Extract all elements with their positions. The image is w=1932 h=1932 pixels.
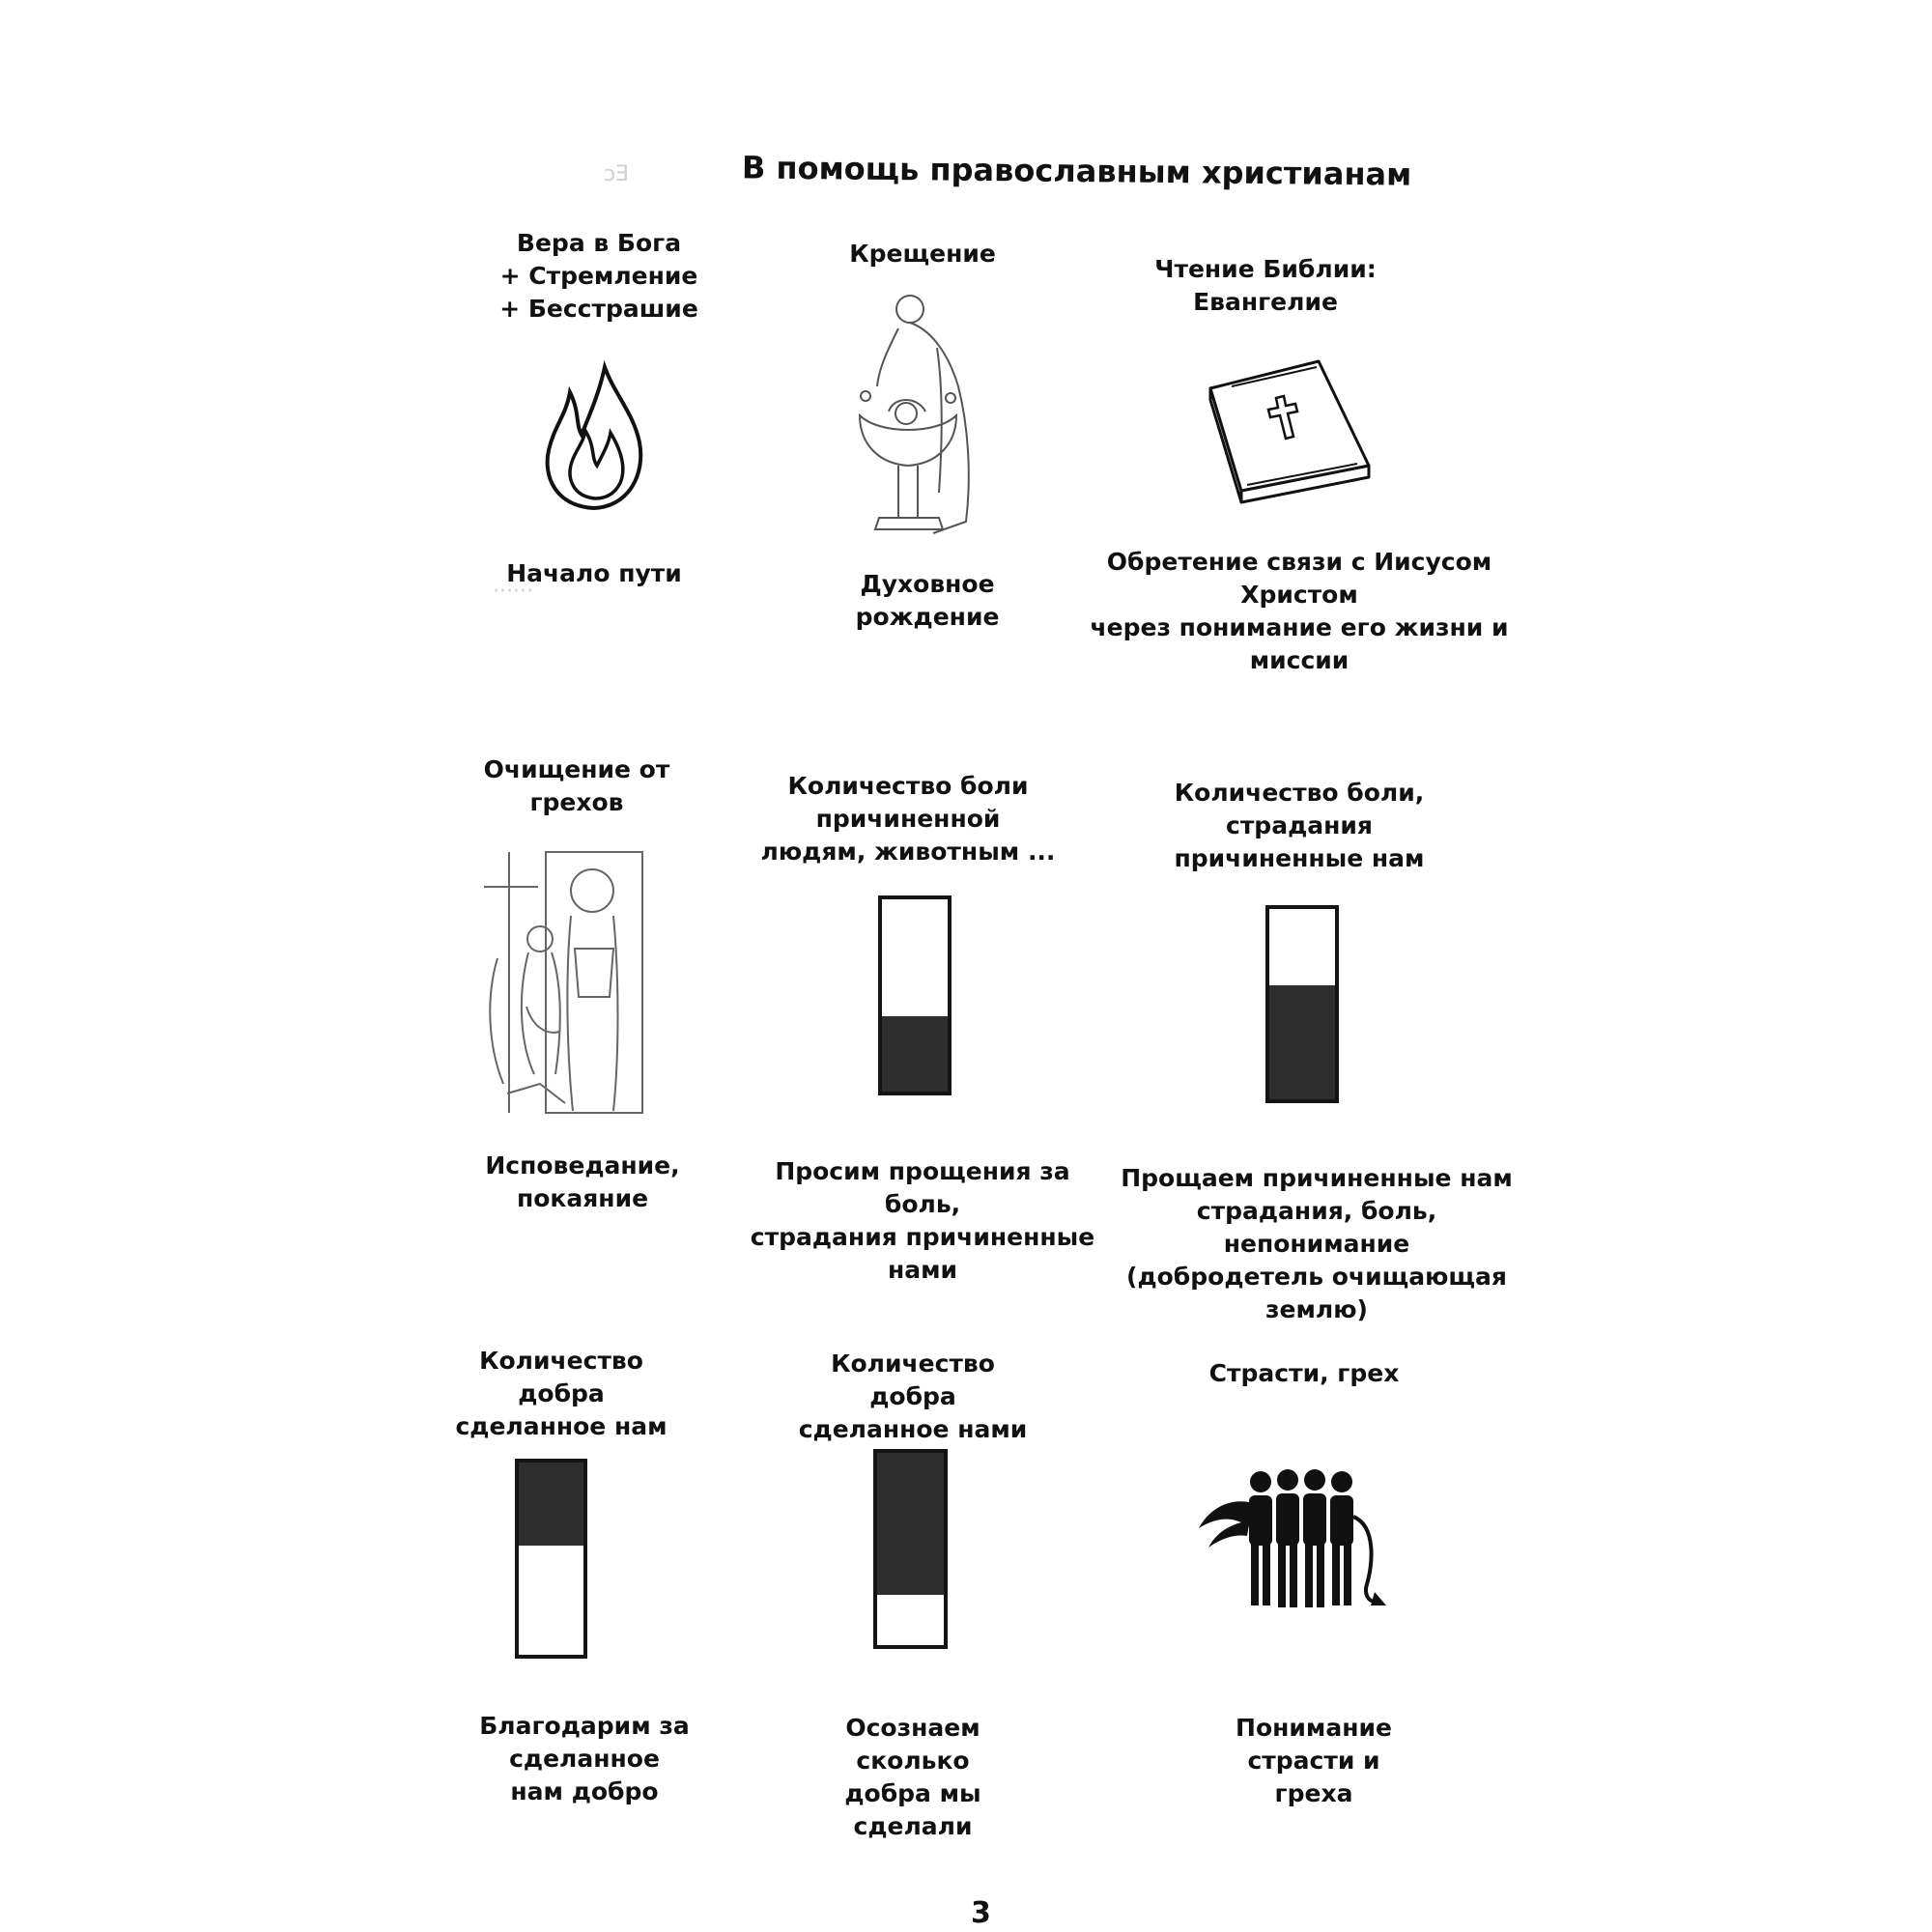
baptism-heading: Крещение [849, 240, 996, 268]
good-received-caption: Благодарим за сделанное нам добро [479, 1712, 690, 1805]
good-done-meter-fill [877, 1453, 944, 1595]
angel-people-devil-icon [1193, 1468, 1406, 1613]
confession-heading: Очищение от грехов [483, 755, 670, 816]
passions-heading: Страсти, грех [1208, 1359, 1400, 1387]
faith-heading: Вера в Бога + Стремление + Бесстрашие [499, 229, 698, 323]
pain-caused-meter [878, 895, 952, 1095]
baptism-icon [850, 290, 1014, 541]
passions-caption: Понимание страсти и греха [1236, 1714, 1392, 1807]
bible-icon [1203, 357, 1377, 512]
bleed-through-text: Ec [604, 162, 629, 186]
pain-received-caption: Прощаем причиненные нам страдания, боль, непонимание (добродетель очищающая землю) [1121, 1164, 1513, 1323]
bible-caption: Обретение связи с Иисусом Христом через понимание его жизни и миссии [1090, 548, 1509, 674]
pain-received-meter [1265, 905, 1339, 1103]
good-done-heading: Количество добра сделанное нами [798, 1350, 1028, 1443]
good-received-meter [515, 1459, 587, 1659]
pain-caused-caption: Просим прощения за боль, страдания причиненные нами [750, 1157, 1095, 1284]
good-done-caption: Осознаем сколько добра мы сделали [844, 1714, 981, 1840]
page-title: В помощь православным христианам [741, 149, 1412, 193]
good-received-meter-fill [519, 1463, 583, 1546]
bible-heading: Чтение Библии: Евангелие [1154, 255, 1377, 316]
confession-icon [478, 842, 652, 1122]
bleed-through-text: ······ [493, 580, 533, 604]
confession-caption: Исповедание, покаяние [485, 1151, 680, 1212]
page-number: 3 [971, 1896, 991, 1930]
pain-caused-meter-fill [882, 1016, 948, 1092]
pain-received-heading: Количество боли, страдания причиненные нам [1174, 779, 1425, 872]
faith-caption: Начало пути [506, 559, 682, 587]
baptism-caption: Духовное рождение [855, 570, 1000, 631]
pain-caused-heading: Количество боли причиненной людям, животным ... [760, 772, 1056, 866]
good-received-heading: Количество добра сделанное нам [455, 1347, 668, 1440]
pain-received-meter-fill [1269, 985, 1335, 1099]
flame-icon [541, 365, 647, 510]
good-done-meter [873, 1449, 948, 1649]
